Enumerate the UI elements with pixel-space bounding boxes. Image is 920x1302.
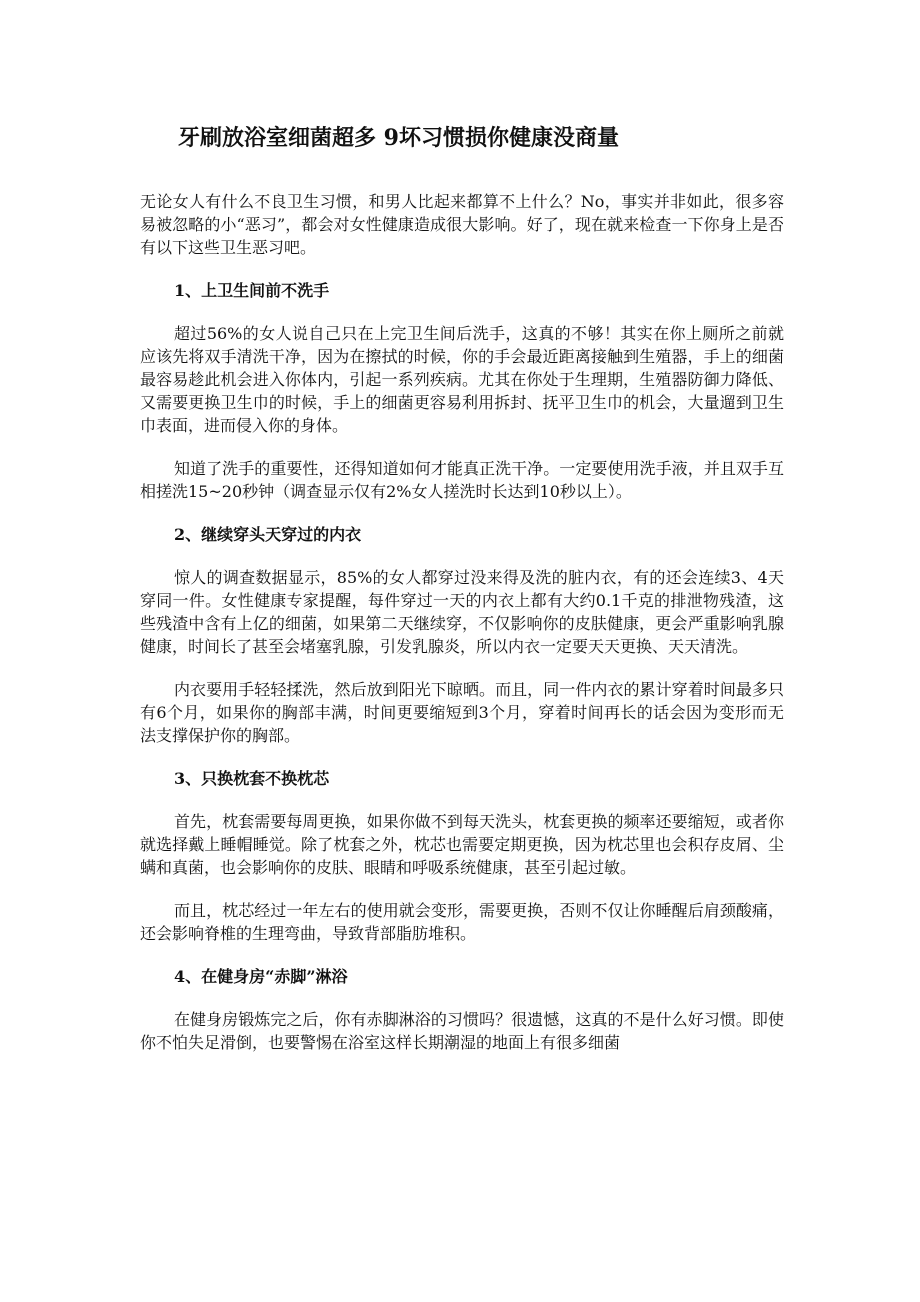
section-4: [140, 965, 784, 1054]
section-2: [140, 523, 784, 747]
section-paragraph: 知道了洗手的重要性，还得知道如何才能真正洗干净。一定要使用洗手液，并且双手互相搓洗15~20秒钟（调查显示仅有2%女人搓洗时长达到10秒以上）。: [140, 459, 784, 501]
section-3: [140, 767, 784, 945]
section-paragraph: 内衣要用手轻轻揉洗，然后放到阳光下晾晒。而且，同一件内衣的累计穿着时间最多只有6个月，如果你的胸部丰满，时间更要缩短到3个月，穿着时间再长的话会因为变形而无法支撑保护你的胸部。: [140, 680, 784, 745]
section-heading: 4、在健身房“赤脚”淋浴: [174, 967, 348, 986]
section-paragraph: 超过56%的女人说自己只在上完卫生间后洗手，这真的不够！其实在你上厕所之前就应该先将双手清洗干净，因为在擦拭的时候，你的手会最近距离接触到生殖器，手上的细菌最容易趁此机会进入你体内，引起一系列疾病。尤其在你处于生理期，生殖器防御力降低、又需要更换卫生巾的时候，手上的细菌更容易利用拆封、抚平卫生巾的机会，大量遛到卫生巾表面，进而侵入你的身体。: [140, 324, 784, 435]
document-page: [140, 118, 784, 1074]
section-heading: 1、上卫生间前不洗手: [174, 281, 330, 300]
section-1: [140, 279, 784, 503]
document-title: 牙刷放浴室细菌超多 9坏习惯损你健康没商量: [178, 125, 619, 151]
section-paragraph: 首先，枕套需要每周更换，如果你做不到每天洗头，枕套更换的频率还要缩短，或者你就选择戴上睡帽睡觉。除了枕套之外，枕芯也需要定期更换，因为枕芯里也会积存皮屑、尘螨和真菌，也会影响你的皮肤、眼睛和呼吸系统健康，甚至引起过敏。: [140, 812, 784, 877]
section-paragraph: 惊人的调查数据显示，85%的女人都穿过没来得及洗的脏内衣，有的还会连续3、4天穿同一件。女性健康专家提醒，每件穿过一天的内衣上都有大约0.1千克的排泄物残渣，这些残渣中含有上亿的细菌，如果第二天继续穿，不仅影响你的皮肤健康，更会严重影响乳腺健康，时间长了甚至会堵塞乳腺，引发乳腺炎，所以内衣一定要天天更换、天天清洗。: [140, 568, 784, 656]
section-heading: 2、继续穿头天穿过的内衣: [174, 525, 362, 544]
intro-paragraph: 无论女人有什么不良卫生习惯，和男人比起来都算不上什么？No，事实并非如此，很多容易被忽略的小“恶习”，都会对女性健康造成很大影响。好了，现在就来检查一下你身上是否有以下这些卫生恶习吧。: [140, 192, 784, 257]
section-paragraph: 在健身房锻炼完之后，你有赤脚淋浴的习惯吗？很遗憾，这真的不是什么好习惯。即使你不怕失足滑倒，也要警惕在浴室这样长期潮湿的地面上有很多细菌: [140, 1010, 784, 1052]
section-paragraph: 而且，枕芯经过一年左右的使用就会变形，需要更换，否则不仅让你睡醒后肩颈酸痛，还会影响脊椎的生理弯曲，导致背部脂肪堆积。: [140, 901, 784, 943]
section-heading: 3、只换枕套不换枕芯: [174, 769, 330, 788]
